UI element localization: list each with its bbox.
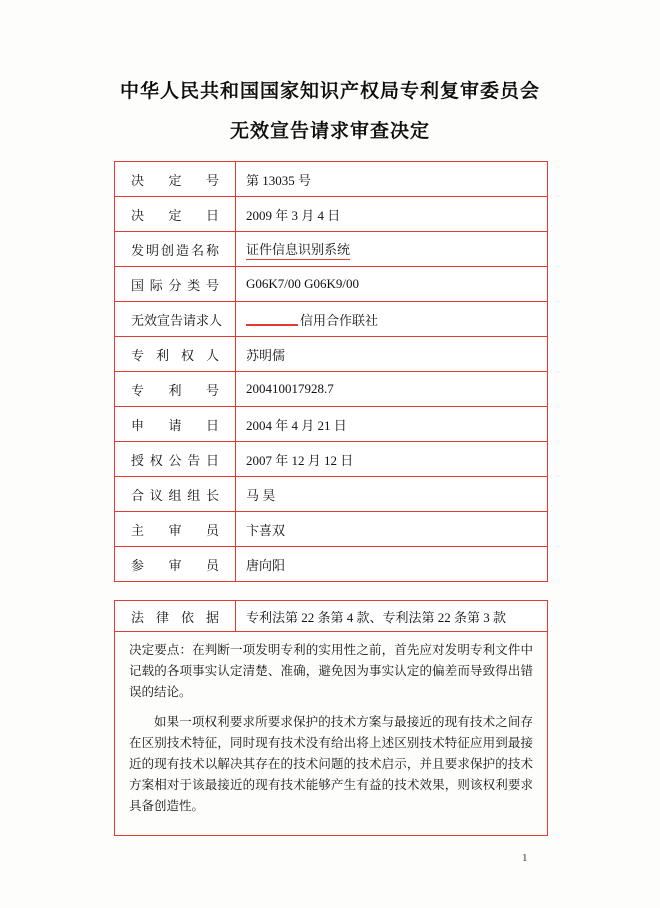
table-row [115, 601, 548, 632]
document-title-block [0, 78, 660, 146]
row-label-legal-basis: 法 律 依 据 [115, 601, 236, 632]
row-value-panel-chief: 马 昊 [236, 477, 548, 512]
table-row [115, 197, 548, 232]
redaction-mark [246, 313, 298, 326]
row-value-application-date: 2004 年 4 月 21 日 [236, 407, 548, 442]
petitioner-text: 信用合作联社 [300, 312, 379, 328]
row-label-participating-examiner: 参 审 员 [115, 547, 236, 582]
decision-info-body [115, 162, 548, 582]
row-label-decision-date: 决 定 日 [115, 197, 236, 232]
row-value-chief-examiner: 卞喜双 [236, 512, 548, 547]
row-label-panel-chief: 合 议 组 组 长 [115, 477, 236, 512]
table-row [115, 302, 548, 337]
row-label-ipc: 国 际 分 类 号 [115, 267, 236, 302]
table-row [115, 512, 548, 547]
legal-basis-table [114, 600, 548, 632]
row-label-decision-number: 决 定 号 [115, 162, 236, 197]
row-value-petitioner [236, 302, 548, 337]
row-value-decision-number: 第 13035 号 [236, 162, 548, 197]
row-value-patent-number: 200410017928.7 [236, 372, 548, 407]
table-row [115, 407, 548, 442]
table-row [115, 442, 548, 477]
row-value-ipc: G06K7/00 G06K9/00 [236, 267, 548, 302]
row-label-petitioner: 无效宣告请求人 [115, 302, 236, 337]
row-value-legal-basis: 专利法第 22 条第 4 款、专利法第 22 条第 3 款 [236, 601, 548, 632]
row-label-patent-number: 专 利 号 [115, 372, 236, 407]
summary-paragraph-1: 决定要点：在判断一项发明专利的实用性之前，首先应对发明专利文件中记载的各项事实认定清楚、准确，避免因为事实认定的偏差而导致得出错误的结论。 [129, 643, 533, 699]
table-row [115, 477, 548, 512]
page-subtitle: 无效宣告请求审查决定 [229, 121, 430, 142]
page-number: 1 [522, 852, 528, 864]
row-value-patentee: 苏明儒 [236, 337, 548, 372]
table-row [115, 162, 548, 197]
table-row [115, 232, 548, 267]
decision-info-table [114, 161, 548, 582]
row-label-chief-examiner: 主 审 员 [115, 512, 236, 547]
summary-paragraph-2: 如果一项权利要求所要求保护的技术方案与最接近的现有技术之间存在区别技术特征，同时现有技术没有给出将上述区别技术特征应用到最接近的现有技术以解决其存在的技术问题的技术启示，并且要求保护的技术方案相对于该最接近的现有技术能够产生有益的技术效果，则该权利要求具备创造性。 [129, 715, 533, 813]
page-title: 中华人民共和国国家知识产权局专利复审委员会 [119, 81, 540, 102]
table-row [115, 337, 548, 372]
row-label-invention-name: 发明创造名称 [115, 232, 236, 267]
decision-summary-body [114, 631, 548, 836]
row-value-decision-date: 2009 年 3 月 4 日 [236, 197, 548, 232]
row-value-invention-name [236, 232, 548, 267]
row-value-participating-examiner: 唐向阳 [236, 547, 548, 582]
row-label-application-date: 申 请 日 [115, 407, 236, 442]
row-value-grant-date: 2007 年 12 月 12 日 [236, 442, 548, 477]
table-row [115, 372, 548, 407]
row-label-patentee: 专 利 权 人 [115, 337, 236, 372]
table-row [115, 547, 548, 582]
table-row [115, 267, 548, 302]
row-label-grant-date: 授 权 公 告 日 [115, 442, 236, 477]
invention-name-text: 证件信息识别系统 [246, 239, 350, 260]
